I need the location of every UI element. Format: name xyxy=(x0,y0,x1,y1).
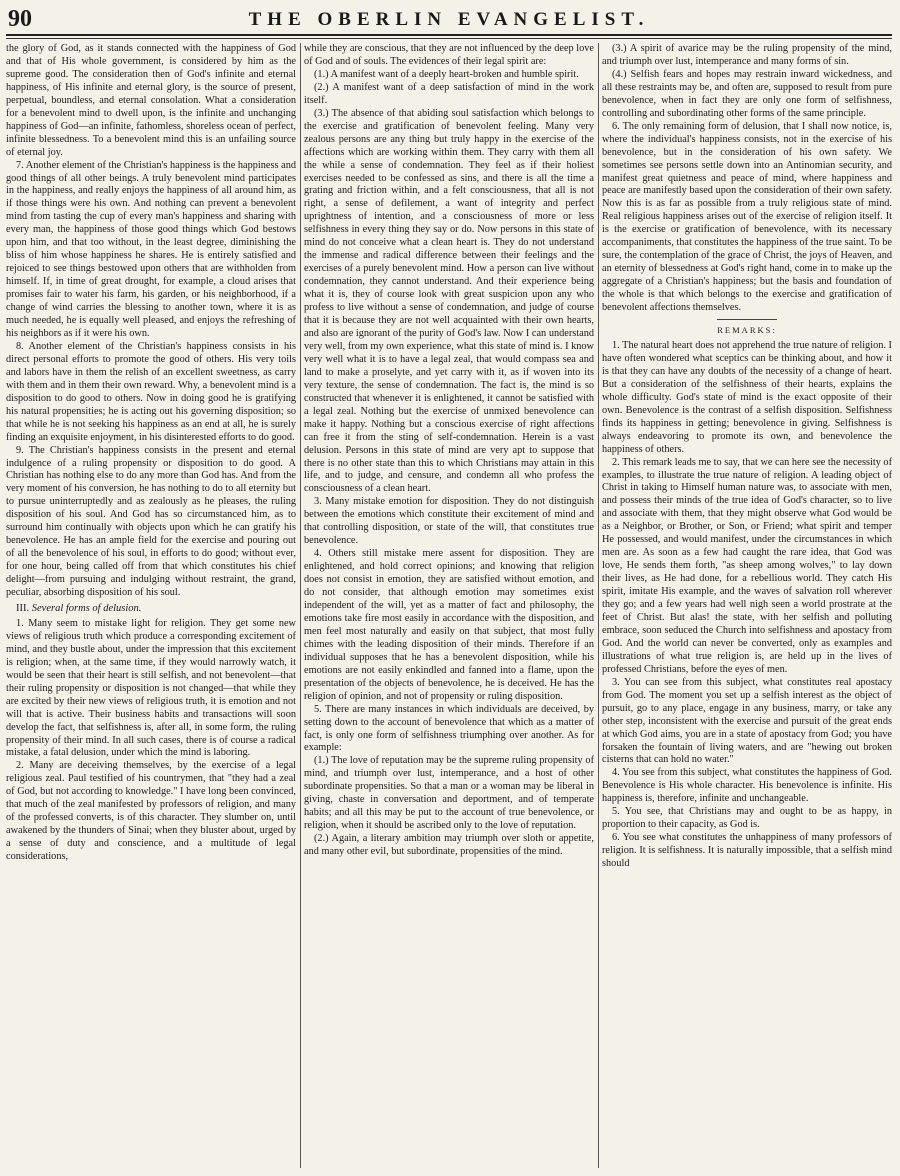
masthead-rule xyxy=(6,38,892,39)
paragraph: 6. You see what constitutes the unhappiness of many professors of religion. It is selfishness. It is naturally impossible, that a selfish mind should xyxy=(602,832,892,870)
paragraph: (4.) Selfish fears and hopes may restrain inward wickedness, and all these restraints may be, and often are, supposed to result from pure benevolence, when in fact they are only one form of selfishness, controlling and subordinating other forms of the same principle. xyxy=(602,68,892,119)
article-columns xyxy=(6,43,892,1168)
paragraph: 1. Many seem to mistake light for religion. They get some new views of religious truth which produce a corresponding excitement of mind, and they bustle about, under the impression that this excitement is religion; when, at the same time, if they would narrowly watch, it would be seen that their heart is still selfish, and not benevolent—that their ruling propensity or disposition is not changed—that while they are excited by their new views of religious truth, it is emotion and not will that is active. Their business habits and transactions will soon develop the fact, that selfishness is, after all, in some form, the ruling propensity of their mind. In all such cases, there is of course a radical mistake, a fatal delusion, under which the mind is laboring. xyxy=(6,617,296,759)
masthead xyxy=(6,4,892,36)
paragraph: (2.) A manifest want of a deep satisfaction of mind in the work itself. xyxy=(304,81,594,106)
column-divider xyxy=(300,43,301,1168)
paragraph: 1. The natural heart does not apprehend the true nature of religion. I have often wondered what sceptics can be thinking about, and how it is that they can have any doubts of the necessity of a change of heart. But a consideration of the selfishness of their hearts, explains the whole difficulty. God's state of mind is the exact opposite of their own. Benevolence is the contrast of a selfish disposition. Selfishness finds its happiness in getting; benevolence in giving. Selfishness is always endeavoring to promote its own, and benevolence the happiness of others. xyxy=(602,339,892,455)
column-1 xyxy=(6,43,296,1168)
column-3 xyxy=(602,43,892,1168)
paragraph: 4. Others still mistake mere assent for disposition. They are enlightened, and hold correct opinions; and knowing that religion does not consist in emotion, they are satisfied without emotion, and do not consider, that although emotion may sometimes exist independent of the will, yet as a matter of fact and philosophy, the emotions take fire most easily in accordance with the disposition, and men feel most naturally and easily on that subject, that most fully chimes with the leading disposition of their minds. Therefore if an individual supposes that he has a benevolent disposition, while his emotions are not easily enkindled and fanned into a flame, upon the presentation of the objects of benevolence, he is deceived. He has the religion of opinion, and not of propensity or ruling disposition. xyxy=(304,548,594,702)
paragraph: 2. This remark leads me to say, that we can here see the necessity of examples, to illustrate the true nature of religion. A leading object of Christ in taking to Himself human nature was, to associate with men, and possess their minds of the true idea of God's character, so to live and associate with them, that they might observe what God would be as a Neighbor, or Brother, or Son, or Friend; what spirit and temper He possessed, and would manifest, under the circumstances in which men are. As soon as a few had caught the rare idea, that God was love, He sends them forth, "as sheep among wolves," to lay down their lives, as He had done, for a rebellious world. They catch His spirit, imitate His example, and the waves of salvation roll wherever they go; and a few years had well nigh seen a world prostrate at the feet of Christ. But alas! the state, with her selfish and polluting embrace, soon seduced the Church into selfishness and apostacy from God. And the world can never be converted, only as examples and illustrations of what true religion is, are held up in the lives of professed Christians, before the eyes of men. xyxy=(602,456,892,675)
paragraph: the glory of God, as it stands connected with the happiness of God and that of His whole government, is considered by him as the supreme good. The consideration then of God's infinite and eternal happiness, of His infinite and eternal glory, is the source of present, perpetual, boundless, and eternal consolation. What a consideration for a benevolent mind to dwell upon, is the infinite and unchanging happiness of God—an infinite, fathomless, shoreless ocean of perfect, infinite blessedness. To a benevolent mind this is an unfailing source of eternal joy. xyxy=(6,43,296,158)
paragraph: (1.) The love of reputation may be the supreme ruling propensity of mind, and triumph over lust, intemperance, and a host of other subordinate propensities. So that a man or a woman may be liberal in giving, chaste in conversation and deportment, and of temperate habits; and all this may be put to the account of true benevolence, or religion, when it should be ascribed only to the love of reputation. xyxy=(304,755,594,832)
remarks-heading: REMARKS: xyxy=(717,325,777,336)
remarks-rule xyxy=(717,319,777,320)
journal-title: THE OBERLIN EVANGELIST. xyxy=(248,9,650,30)
paragraph: while they are conscious, that they are not influenced by the deep love of God and of souls. The evidences of their legal spirit are: xyxy=(304,43,594,67)
paragraph: (3.) A spirit of avarice may be the ruling propensity of the mind, and triumph over lust, intemperance and many forms of sin. xyxy=(602,43,892,67)
paragraph: 4. You see from this subject, what constitutes the happiness of God. Benevolence is His whole character. His benevolence is infinite. His happiness is, therefore, infinite and unchangeable. xyxy=(602,767,892,805)
paragraph: 7. Another element of the Christian's happiness is the happiness and good things of all other beings. A truly benevolent mind participates in the happiness, and really enjoys the happiness of all around him, as if those things were his own. And nothing can prevent a benevolent mind from tasting the cup of every man's happiness and sharing with every man, the happiness of those good things which God bestows upon him, and that too without, in the least degree, diminishing the bliss of him whose happiness he shares. He is entirely satisfied and rejoiced to see things bestowed upon others that are withholden from himself. If, in time of great drought, for example, a cloud arises that promises fair to water his farm, his garden, or his neighborhood, if a change of wind carries the blessing to another town, where it is as much needed, he is equally well pleased, and enjoys the refreshing of his neighbors as if it were his own. xyxy=(6,159,296,339)
section-number: III. xyxy=(16,602,30,614)
section-heading xyxy=(6,603,296,616)
column-2 xyxy=(304,43,594,1168)
paragraph: 3. You can see from this subject, what constitutes real apostacy from God. The moment you set up a selfish interest as the object of pursuit, go to any place, engage in any business, marry, or take any other step, inconsistent with the exercise and pursuit of the great ends at which God aims, you are in a state of apostacy from God; you have forsaken the fountain of living waters, and are "hewing out broken cisterns that can hold no water." xyxy=(602,676,892,766)
paragraph: 9. The Christian's happiness consists in the present and eternal indulgence of a ruling propensity or disposition to do good. A Christian has nothing else to do any more than God has. And from the very moment of his conversion, he has nothing to do to all eternity but to pursue uninterruptedly and as zealously as he pleases, the ruling disposition of his soul. And God has so circumstanced him, as to surround him continually with objects upon which he can gratify his benevolence. He has an ample field for the exercise and pouring out of all the benevolence of his soul, in efforts to do good; without ever, for one hour, being called off from that which constitutes his chief delight—from pursuing and indulging without restraint, the grand, peculiar, absorbing disposition of his soul. xyxy=(6,444,296,599)
paragraph: 5. You see, that Christians may and ought to be as happy, in proportion to their capacity, as God is. xyxy=(602,806,892,831)
page-number: 90 xyxy=(8,6,32,32)
paragraph: (1.) A manifest want of a deeply heart-broken and humble spirit. xyxy=(314,68,579,80)
paragraph: 2. Many are deceiving themselves, by the exercise of a legal religious zeal. Paul testified of his countrymen, that "they had a zeal of God, but not according to knowledge." I have long been convinced, that much of the zeal manifested by professors of religion, and many of the professed converts, is of this character. They slumber on, until awakened by the thunders of Sinai; when they bluster about, urged by a sense of duty and conscience, and a multitude of legal considerations, xyxy=(6,760,296,863)
column-divider xyxy=(598,43,599,1168)
paragraph: 6. The only remaining form of delusion, that I shall now notice, is, where the individual's happiness consists, not in the exercise of his benevolence, but in the consideration of his own safety. We sometimes see persons settle down into an Antinomian security, and manifest great quietness and peace of mind, where happiness and peace are manifestly based upon the consideration of their own safety. Now this is as far as possible from a truly religious state of mind. Real religious happiness arises out of the exercise of religion itself. It is the exercise or gratification of benevolence, with its necessary accompaniments, that constitutes the happiness of the true saint. To be sure, the contemplation of the grace of Christ, the joys of Heaven, and an eternity of blessedness at God's right hand, come in to make up the aggregate of a Christian's happiness; but the basis and foundation of the whole is that which belongs to the exercise and gratification of benevolent affections themselves. xyxy=(602,120,892,314)
paragraph: 8. Another element of the Christian's happiness consists in his direct personal efforts to promote the good of others. His very toils and labors have in them the relish of an excellent sweetness, as carry with them and in them their own reward. Why, a benevolent mind is a disposition to do good to others. Now in doing good he is gratifying his natural propensities; he is acting out his governing disposition; so that while he is not seeking his happiness as an end at all, he is surely finding an exquisite enjoyment, in his disinterested efforts to do good. xyxy=(6,340,296,443)
paragraph: 3. Many mistake emotion for disposition. They do not distinguish between the emotions which constitute their excitement of mind and that controlling disposition, or state of the will, that constitutes true benevolence. xyxy=(304,496,594,547)
paragraph: (3.) The absence of that abiding soul satisfaction which belongs to the exercise and gratification of benevolent feeling. Many very zealous persons are any thing but truly happy in the exercise of the affections which are working within them. They carry with them all the while a sense of condemnation. They feel as if their holiest exercises needed to be confessed as sins, and there is all the time a grating and friction within, and a felt consciousness, that all is not right, a sense of defilement, a want of integrity and perfect uprightness of intention, and a consciousness of more or less selfishness in every thing they say or do. Now persons in this state of mind do not conceive what a clean heart is. They do not understand the immense and radical difference between their feelings and the exercises of a purely benevolent mind. How a person can live without condemnation, they cannot understand. And their experience being what it is, they of course look with great suspicion upon any who profess to live without a sense of condemnation, and judge of course that it is because they are not well acquainted with their own hearts, and also are ignorant of the purity of God's law. Now I can understand very well, from my own experience, what this state of mind is. I know very well what it is to have a legal zeal, that would compass sea and land to make a proselyte, and yet carry with it, as if woven into its very texture, the sense of condemnation. The fact is, the mind is so constructed that whenever it is enlightened, it cannot be satisfied with a legal zeal. Nothing but the exercise of unmixed benevolence can make it happy. Nothing but a conscious exercise of right affections can free it from the sting of self-condemnation. Herein is a vast delusion. Persons in this state of mind are very apt to suppose that there is no other state than this to which Christians may attain in this life, and to judge, and censure, and condemn all who profess the consciousness of a clean heart. xyxy=(304,107,594,495)
paragraph: (2.) Again, a literary ambition may triumph over sloth or appetite, and many other evil, but subordinate, propensities of the mind. xyxy=(304,833,594,858)
section-title: Several forms of delusion. xyxy=(31,602,142,614)
paragraph: 5. There are many instances in which individuals are deceived, by setting down to the account of benevolence that which as a matter of fact, is only one form of selfishness triumphing over another. As for example: xyxy=(304,703,594,754)
